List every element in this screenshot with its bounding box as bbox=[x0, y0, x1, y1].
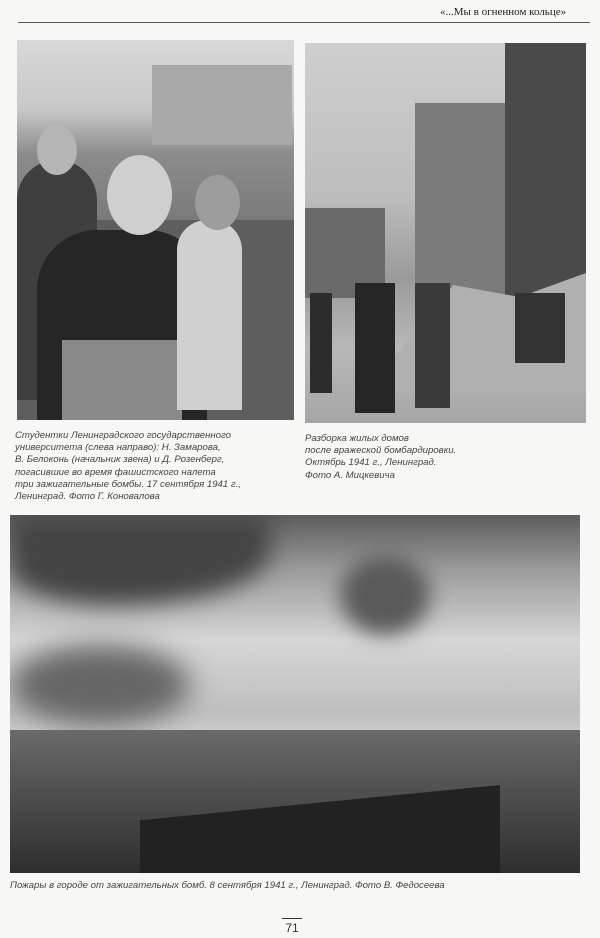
photo-city-fires bbox=[10, 515, 580, 873]
page-number: 71 bbox=[282, 918, 302, 935]
header-rule bbox=[18, 22, 590, 23]
photo-rubble-clearing bbox=[305, 43, 586, 423]
caption-rubble-clearing: Разборка жилых домов после вражеской бомбардировки. Октябрь 1941 г., Ленинград. Фото А. Мицкевича bbox=[305, 433, 457, 481]
caption-students: Студентки Ленинградского государственного университета (слева направо): Н. Замарова, В. Белоконь (начальник звена) и Д. Розенберг, погасившие во время фашистского налета три зажигательные бомбы. 17 сентября 1941 г., Ленинград. Фото Г. Коновалова bbox=[15, 430, 241, 503]
photo-students bbox=[17, 40, 294, 420]
caption-city-fires: Пожары в городе от зажигательных бомб. 8 сентября 1941 г., Ленинград. Фото В. Федосеева bbox=[10, 880, 445, 891]
running-title: «...Мы в огненном кольце» bbox=[440, 6, 567, 18]
